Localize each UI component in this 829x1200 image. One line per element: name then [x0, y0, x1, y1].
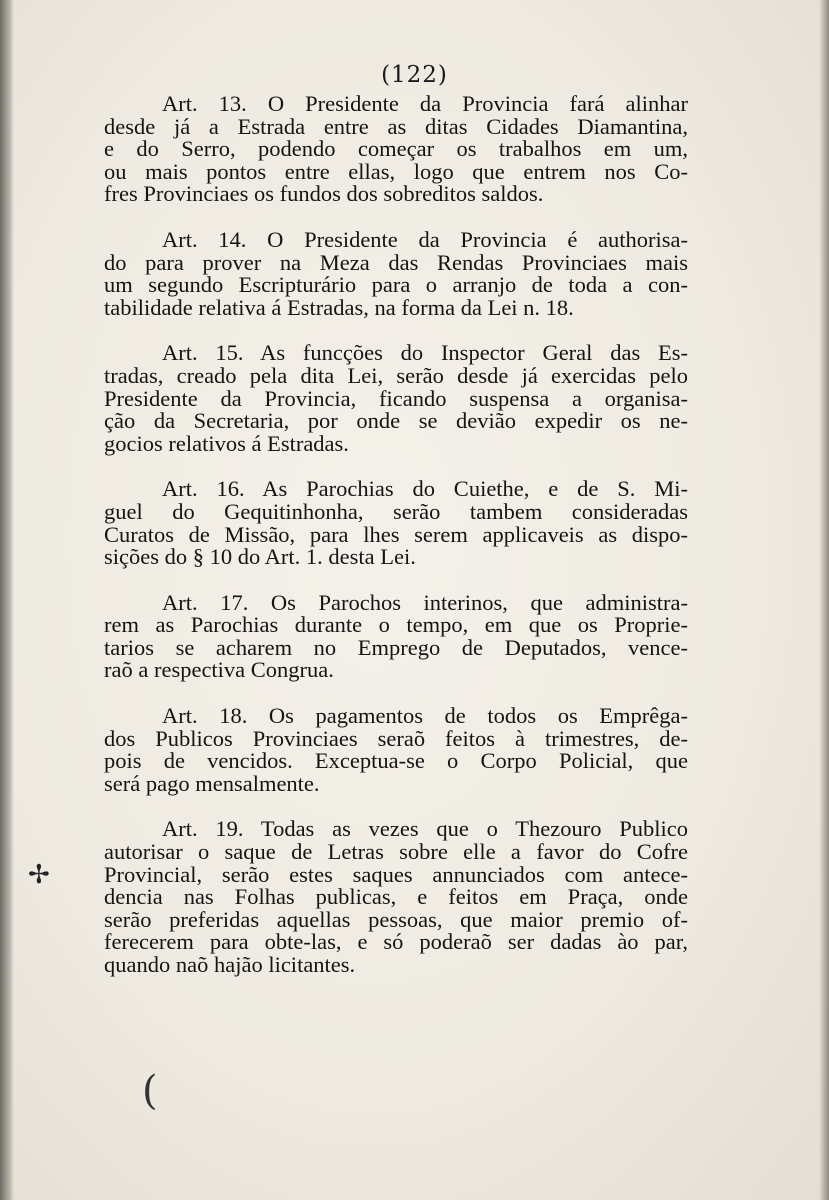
article-art-19: [104, 818, 688, 976]
article-line: fres Provinciaes os fundos dos sobreditos saldos.: [104, 181, 544, 207]
article-line: dencia nas Folhas publicas, e feitos em Praça, onde: [104, 884, 688, 910]
article-line: gocios relativos á Estradas.: [104, 430, 349, 456]
article-line: um segundo Escripturário para o arranjo de toda a con-: [104, 272, 688, 298]
article-line: Art. 18. Os pagamentos de todos os Emprêga-: [162, 703, 688, 729]
article-line: Art. 19. Todas as vezes que o Thezouro Publico: [162, 816, 688, 842]
article-art-16: [104, 478, 688, 568]
article-line: Curatos de Missão, para lhes serem applicaveis as dispo-: [104, 521, 688, 547]
page-edge-shadow: [819, 0, 829, 1200]
article-line: rem as Parochias durante o tempo, em que os Proprie-: [104, 612, 688, 638]
article-line: ferecerem para obte-las, e só poderaõ ser dadas ào par,: [104, 929, 688, 955]
article-line: autorisar o saque de Letras sobre elle a favor do Cofre: [104, 839, 688, 865]
article-line: desde já a Estrada entre as ditas Cidades Diamantina,: [104, 113, 688, 139]
article-art-13: [104, 93, 688, 206]
article-art-17: [104, 589, 688, 683]
article-art-15: [104, 342, 688, 455]
article-line: dos Publicos Provinciaes seraõ feitos à trimestres, de-: [104, 725, 688, 751]
article-line: quando naõ hajão licitantes.: [104, 952, 356, 977]
article-line: Art. 17. Os Parochos interinos, que administra-: [162, 589, 688, 615]
page-edge-shadow: [0, 0, 14, 1200]
article-line: tarios se acharem no Emprego de Deputados, vence-: [104, 634, 688, 660]
article-line: ção da Secretaria, por onde se devião expedir os ne-: [104, 408, 688, 434]
article-line: Art. 16. As Parochias do Cuiethe, e de S. Mi-: [162, 476, 688, 502]
article-line: Art. 15. As funcções do Inspector Geral das Es-: [162, 340, 688, 366]
ink-stroke-icon: (: [142, 1068, 158, 1114]
article-line: guel do Gequitinhonha, serão tambem consideradas: [104, 498, 688, 524]
article-line: tabilidade relativa á Estradas, na forma da Lei n. 18.: [104, 294, 574, 320]
article-line: serão preferidas aquellas pessoas, que maior premio of-: [104, 906, 688, 932]
article-line: do para prover na Meza das Rendas Provinciaes mais: [104, 249, 688, 275]
article-line: Art. 14. O Presidente da Provincia é authorisa-: [162, 226, 688, 252]
article-line: será pago mensalmente.: [104, 770, 320, 796]
article-art-14: [104, 226, 688, 320]
document-body: [104, 93, 688, 1000]
article-line: ou mais pontos entre ellas, logo que entrem nos Co-: [104, 158, 688, 184]
article-art-18: [104, 705, 688, 795]
margin-mark-icon: ✢: [28, 860, 50, 890]
article-line: Presidente da Provincia, ficando suspensa a organisa-: [104, 385, 688, 411]
article-line: pois de vencidos. Exceptua-se o Corpo Policial, que: [104, 748, 688, 774]
article-line: Provincial, serão estes saques annunciados com antece-: [104, 861, 688, 887]
page-number: (122): [381, 62, 448, 88]
article-line: e do Serro, podendo começar os trabalhos em um,: [104, 136, 688, 162]
article-line: tradas, creado pela dita Lei, serão desde já exercidas pelo: [104, 362, 688, 388]
article-line: sições do § 10 do Art. 1. desta Lei.: [104, 544, 416, 570]
article-line: Art. 13. O Presidente da Provincia fará alinhar: [162, 91, 688, 116]
article-line: raõ a respectiva Congrua.: [104, 657, 334, 683]
